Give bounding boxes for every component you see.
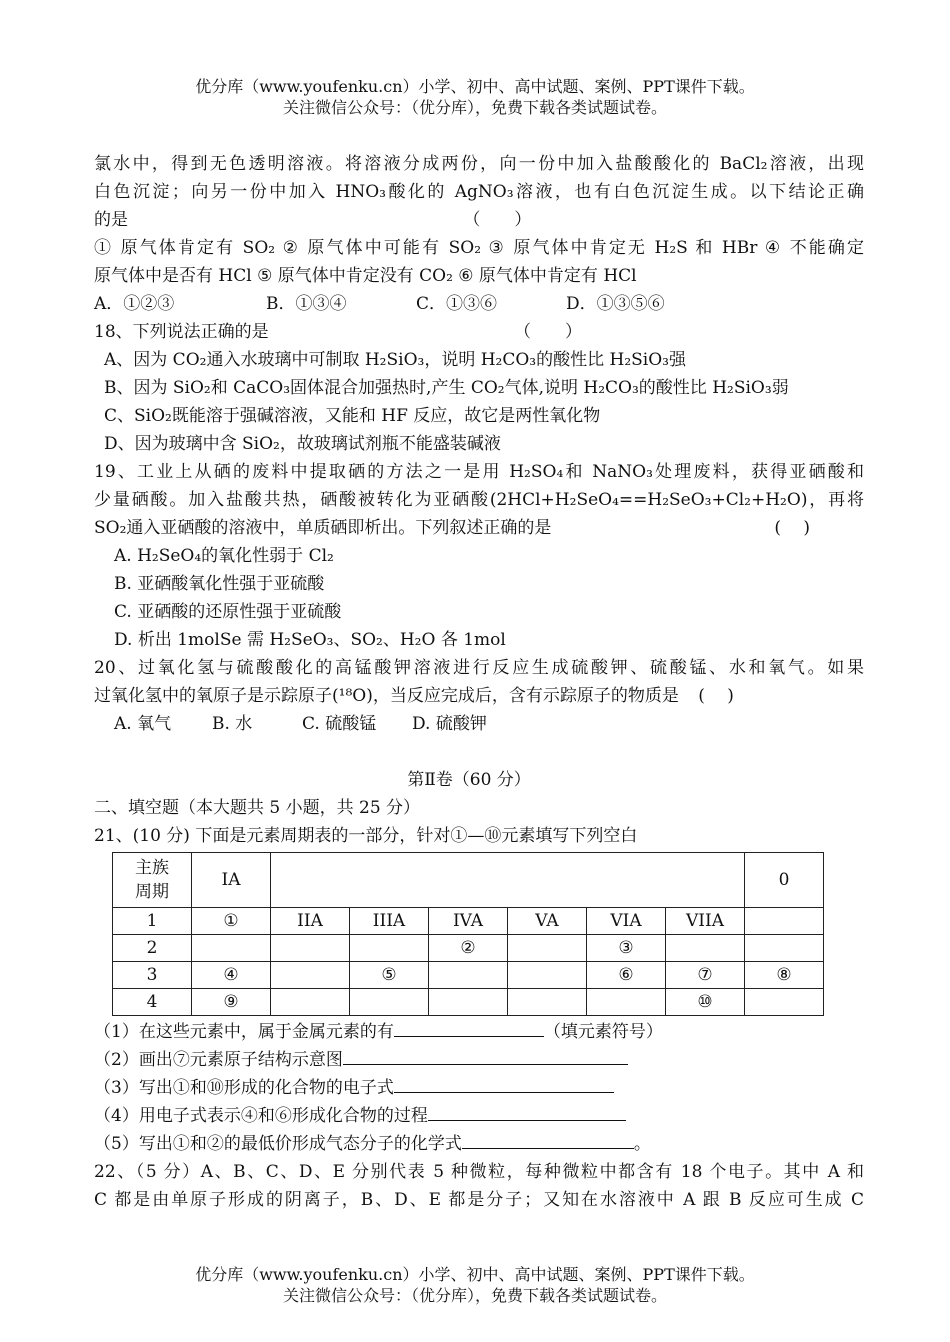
table-cell <box>508 935 587 962</box>
q17-line-2: 白色沉淀；向另一份中加入 HNO₃酸化的 AgNO₃溶液，也有白色沉淀生成。以下结论正确 <box>94 182 864 202</box>
q19-line-3 <box>94 514 864 542</box>
table-cell <box>350 989 429 1016</box>
table-cell <box>508 989 587 1016</box>
q17-options <box>94 290 864 318</box>
table-cell: 4 <box>113 989 192 1016</box>
table-cell: VIA <box>587 908 666 935</box>
q20-option-d: D. 硫酸钾 <box>412 714 487 734</box>
part2-section-heading: 二、填空题（本大题共 5 小题，共 25 分） <box>94 798 421 818</box>
q19-option-c: C. 亚硒酸的还原性强于亚硫酸 <box>114 602 342 622</box>
table-cell: ⑥ <box>587 962 666 989</box>
q21-sub-1-text: （1）在这些元素中，属于金属元素的有 <box>94 1022 394 1042</box>
q19-line-2: 少量硒酸。加入盐酸共热，硒酸被转化为亚硒酸(2HCl+H₂SeO₄==H₂SeO₃+Cl₂+H₂O)，再将 <box>94 490 864 510</box>
q20-line-2 <box>94 682 864 710</box>
table-cell: 1 <box>113 908 192 935</box>
table-cell <box>508 962 587 989</box>
q21-sub-5-tail: 。 <box>633 1134 651 1154</box>
table-cell: ⑩ <box>666 989 745 1016</box>
part2-title: 第Ⅱ卷（60 分） <box>407 770 531 790</box>
table-corner-group-label: 主族 <box>135 858 169 878</box>
q18-option-a: A、因为 CO₂通入水玻璃中可制取 H₂SiO₃，说明 H₂CO₃的酸性比 H₂SiO₃强 <box>104 350 687 370</box>
table-cell <box>745 908 824 935</box>
table-corner-period-label: 周期 <box>135 882 169 902</box>
table-cell <box>745 989 824 1016</box>
q20-answer-bracket: ( ) <box>698 686 734 706</box>
table-cell <box>271 962 350 989</box>
q19-answer-bracket: ( ) <box>774 518 810 538</box>
q21-sub-1-tail: （填元素符号） <box>543 1022 663 1042</box>
page-header <box>0 76 950 118</box>
table-cell <box>666 935 745 962</box>
q21-sub-1 <box>94 1018 864 1046</box>
q20-options <box>94 710 864 738</box>
table-cell: ⑦ <box>666 962 745 989</box>
q19-option-b: B. 亚硒酸氧化性强于亚硫酸 <box>114 574 325 594</box>
table-corner-cell <box>113 853 192 908</box>
q19-option-a: A. H₂SeO₄的氧化性弱于 Cl₂ <box>114 546 334 566</box>
q21-sub-3 <box>94 1074 864 1102</box>
table-cell <box>429 989 508 1016</box>
q18-option-c: C、SiO₂既能溶于强碱溶液，又能和 HF 反应，故它是两性氧化物 <box>104 406 601 426</box>
q17-option-d: D．①③⑤⑥ <box>566 294 665 314</box>
q17-option-c: C．①③⑥ <box>416 294 498 314</box>
q22-line-2: C 都是由单原子形成的阴离子，B、D、E 都是分子；又知在水溶液中 A 跟 B 反应可生成 C <box>94 1190 864 1210</box>
table-cell: 2 <box>113 935 192 962</box>
q20-line-1: 20、过氧化氢与硫酸酸化的高锰酸钾溶液进行反应生成硫酸钾、硫酸锰、水和氧气。如果 <box>94 658 864 678</box>
q21-sub-4 <box>94 1102 864 1130</box>
q19-line-3-text: SO₂通入亚硒酸的溶液中，单质硒即析出。下列叙述正确的是 <box>94 518 552 538</box>
table-row <box>113 989 824 1016</box>
table-cell: ④ <box>192 962 271 989</box>
table-header-zero: 0 <box>745 853 824 908</box>
spacer <box>94 738 864 766</box>
table-cell <box>192 935 271 962</box>
q21-sub-4-text: （4）用电子式表示④和⑥形成化合物的过程 <box>94 1106 428 1126</box>
table-cell <box>350 935 429 962</box>
table-cell: VA <box>508 908 587 935</box>
q19-line-1: 19、工业上从硒的废料中提取硒的方法之一是用 H₂SO₄和 NaNO₃处理废料，获得亚硒酸和 <box>94 462 864 482</box>
answer-blank[interactable] <box>394 1018 544 1037</box>
answer-blank[interactable] <box>462 1130 634 1149</box>
q22-line-1: 22、（5 分）A、B、C、D、E 分别代表 5 种微粒，每种微粒中都含有 18 个电子。其中 A 和 <box>94 1162 864 1182</box>
table-cell: IVA <box>429 908 508 935</box>
answer-blank[interactable] <box>394 1074 614 1093</box>
table-cell: ⑨ <box>192 989 271 1016</box>
answer-blank[interactable] <box>343 1046 628 1065</box>
q17-line-3 <box>94 206 864 234</box>
table-cell: VIIA <box>666 908 745 935</box>
footer-line-2: 关注微信公众号：（优分库），免费下载各类试题试卷。 <box>282 1286 667 1305</box>
table-cell <box>745 935 824 962</box>
q18-answer-bracket: （ ） <box>514 322 583 342</box>
footer-line-1: 优分库（www.youfenku.cn）小学、初中、高中试题、案例、PPT课件下载。 <box>195 1265 755 1284</box>
q20-option-c: C. 硫酸锰 <box>302 714 377 734</box>
table-cell <box>587 989 666 1016</box>
exam-content <box>94 150 864 1214</box>
table-row <box>113 962 824 989</box>
table-cell: IIIA <box>350 908 429 935</box>
periodic-table <box>112 852 824 1016</box>
table-cell: ① <box>192 908 271 935</box>
periodic-table-header-row <box>113 853 824 908</box>
q20-option-a: A. 氧气 <box>114 714 172 734</box>
q21-sub-5 <box>94 1130 864 1158</box>
q19-option-d: D. 析出 1molSe 需 H₂SeO₃、SO₂、H₂O 各 1mol <box>114 630 506 650</box>
q17-line-1: 氯水中，得到无色透明溶液。将溶液分成两份，向一份中加入盐酸酸化的 BaCl₂溶液，出现 <box>94 154 864 174</box>
q17-statements-1: ① 原气体肯定有 SO₂ ② 原气体中可能有 SO₂ ③ 原气体中肯定无 H₂S 和 HBr ④ 不能确定 <box>94 238 864 258</box>
table-cell: ⑤ <box>350 962 429 989</box>
q18-option-b: B、因为 SiO₂和 CaCO₃固体混合加强热时,产生 CO₂气体,说明 H₂CO₃的酸性比 H₂SiO₃弱 <box>104 378 789 398</box>
table-header-ia: IA <box>192 853 271 908</box>
q17-line-3-text: 的是 <box>94 210 128 230</box>
q21-stem: 21、(10 分) 下面是元素周期表的一部分，针对①—⑩元素填写下列空白 <box>94 826 638 846</box>
q21-sub-2-text: （2）画出⑦元素原子结构示意图 <box>94 1050 343 1070</box>
q17-option-a: A．①②③ <box>94 294 175 314</box>
q20-line-2-text: 过氧化氢中的氧原子是示踪原子(¹⁸O)，当反应完成后，含有示踪原子的物质是 <box>94 686 679 706</box>
table-cell: ② <box>429 935 508 962</box>
page-footer <box>0 1264 950 1306</box>
q18-option-d: D、因为玻璃中含 SiO₂，故玻璃试剂瓶不能盛装碱液 <box>104 434 501 454</box>
q21-sub-5-text: （5）写出①和②的最低价形成气态分子的化学式 <box>94 1134 462 1154</box>
header-line-2: 关注微信公众号：（优分库），免费下载各类试题试卷。 <box>282 98 667 117</box>
q18-stem-line <box>94 318 864 346</box>
table-row <box>113 935 824 962</box>
table-cell: ⑧ <box>745 962 824 989</box>
q17-answer-bracket: （ ） <box>463 210 532 230</box>
table-row <box>113 908 824 935</box>
table-header-blank <box>271 853 745 908</box>
q20-option-b: B. 水 <box>212 714 253 734</box>
q18-stem: 18、下列说法正确的是 <box>94 322 269 342</box>
table-cell: IIA <box>271 908 350 935</box>
table-cell: ③ <box>587 935 666 962</box>
answer-blank[interactable] <box>428 1102 626 1121</box>
header-line-1: 优分库（www.youfenku.cn）小学、初中、高中试题、案例、PPT课件下载。 <box>195 77 755 96</box>
table-cell: 3 <box>113 962 192 989</box>
q21-sub-2 <box>94 1046 864 1074</box>
q17-option-b: B．①③④ <box>266 294 347 314</box>
table-cell <box>271 989 350 1016</box>
table-cell <box>429 962 508 989</box>
q17-statements-2: 原气体中是否有 HCl ⑤ 原气体中肯定没有 CO₂ ⑥ 原气体中肯定有 HCl <box>94 266 637 286</box>
q21-sub-3-text: （3）写出①和⑩形成的化合物的电子式 <box>94 1078 394 1098</box>
table-cell <box>271 935 350 962</box>
